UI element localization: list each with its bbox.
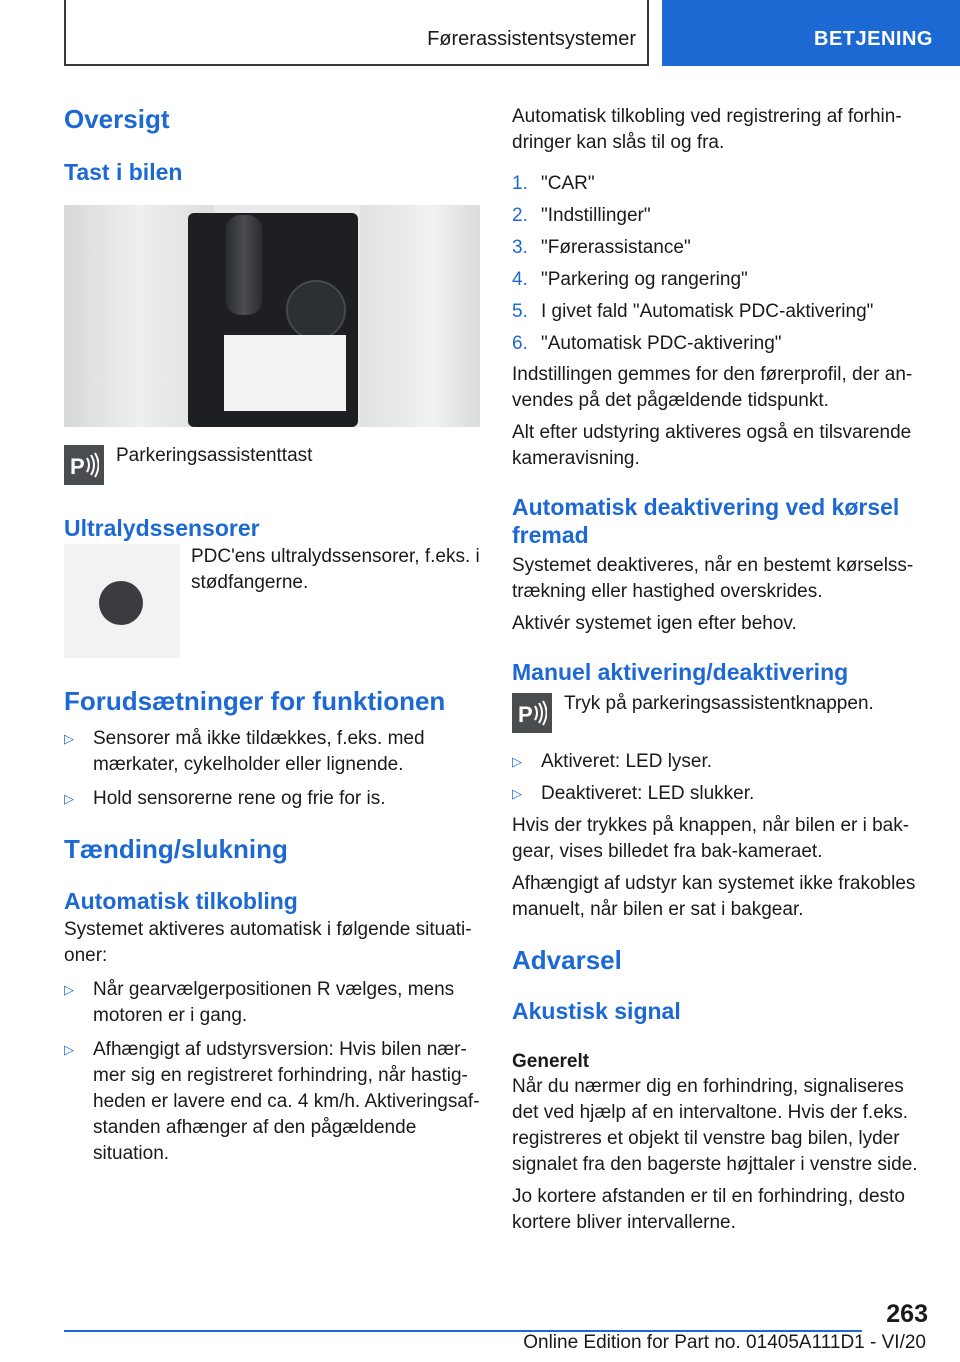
heading-tast-i-bilen: Tast i bilen [64,159,183,186]
controller-knob [286,280,346,340]
park-assist-icon [64,445,104,485]
step-item: 4. "Parkering og rangering" [512,269,748,290]
step-item: 3. "Førerassistance" [512,237,691,258]
list-item: ▷ Afhængigt af udstyrsversion: Hvis bilen nær-mer sig en registreret forhindring, når hastig-heden er lavere end ca. 4 km/h. Aktiveringsaf-standen afhænger af den pågældende situation. [64,1039,480,1165]
page-header [0,0,960,66]
svg-text:P: P [518,701,533,727]
step-item: 6. "Automatisk PDC-aktivering" [512,333,782,354]
manual-button-row [512,693,922,733]
saved-text: Indstillingen gemmes for den førerprofil, der an-vendes på det pågældende tidspunkt. [512,364,913,411]
reactivate-text: Aktivér systemet igen efter behov. [512,613,797,635]
header-chapter-tab: BETJENING [662,0,960,66]
list-item: ▷ Aktiveret: LED lyser. [512,750,713,772]
right-column [512,100,922,1236]
list-item: ▷ Sensorer må ikke tildækkes, f.eks. med mærkater, cykelholder eller lignende. [64,727,425,775]
ultra-text: PDC'ens ultralydssensorer, f.eks. i stødfangerne. [191,546,480,594]
intro-text: Automatisk tilkobling ved registrering af forhin-dringer kan slås til og fra. [512,106,902,153]
sensor-image [64,544,180,658]
svg-text:P: P [70,453,85,479]
sensor-dot [99,581,143,625]
forud-list [64,726,482,812]
deact-text: Systemet deaktiveres, når en bestemt kørselss-trækning eller hastighed overskrides. [512,555,914,603]
reverse-text: Hvis der trykkes på knappen, når bilen er i bak-gear, vises billedet fra bak-kameraet. [512,814,910,862]
gear-lever [226,215,262,315]
heading-auto-deaktivering: Automatisk deaktivering ved kørsel fremad [512,494,900,548]
heading-automatisk-tilkobling: Automatisk tilkobling [64,887,298,914]
step-item: 2. "Indstillinger" [512,205,651,226]
park-button-caption: Parkeringsassistenttast [116,444,313,466]
seat-right-image [360,205,480,427]
step-item: 1. "CAR" [512,173,595,194]
heading-forudsaetninger: Forudsætninger for funktionen [64,686,446,717]
list-item: ▷ Deaktiveret: LED slukker. [512,782,755,804]
list-item: ▷ Når gearvælgerpositionen R vælges, mens motoren er i gang. [64,979,455,1027]
heading-taending: Tænding/slukning [64,833,288,864]
list-item: ▷ Hold sensorerne rene og frie for is. [64,787,386,809]
manual-list [512,749,922,807]
heading-generelt: Generelt [512,1050,590,1072]
heading-advarsel: Advarsel [512,944,622,975]
auto-text: Systemet aktiveres automatisk i følgende situati-oner: [64,919,472,967]
heading-manuel: Manuel aktivering/deaktivering [512,659,849,686]
auto-list [64,977,482,1167]
depend-text: Afhængigt af udstyr kan systemet ikke frakobles manuelt, når bilen er sat i bakgear. [512,872,916,920]
steps-list [512,168,922,360]
left-column [64,100,482,1167]
page-number: 263 [886,1300,928,1328]
heading-oversigt: Oversigt [64,104,170,134]
console-light-area [224,335,346,411]
heading-ultralydssensorer: Ultralydssensorer [64,514,260,541]
manual-text: Tryk på parkeringsassistentknappen. [564,692,874,714]
footer-edition: Online Edition for Part no. 01405A111D1 - VI/20 [523,1332,926,1353]
park-button-row [64,445,482,485]
generelt-text: Når du nærmer dig en forhindring, signaliseres det ved hjælp af en intervaltone. Hvis der f.eks. registreres et objekt til venstre bag bilen, lyder signalet fra den bagerste højttaler i venstre side. [512,1076,918,1176]
camera-text: Alt efter udstyring aktiveres også en tilsvarende kameravisning. [512,422,912,469]
header-section-title: Førerassistentsystemer [427,28,636,50]
console-photo [64,205,480,427]
kortere-text: Jo kortere afstanden er til en forhindring, desto kortere bliver intervallerne. [512,1186,905,1234]
heading-akustisk-signal: Akustisk signal [512,997,681,1024]
sensor-row [64,544,482,658]
step-item: 5. I givet fald "Automatisk PDC-aktivering" [512,301,874,322]
park-assist-icon [512,693,552,733]
